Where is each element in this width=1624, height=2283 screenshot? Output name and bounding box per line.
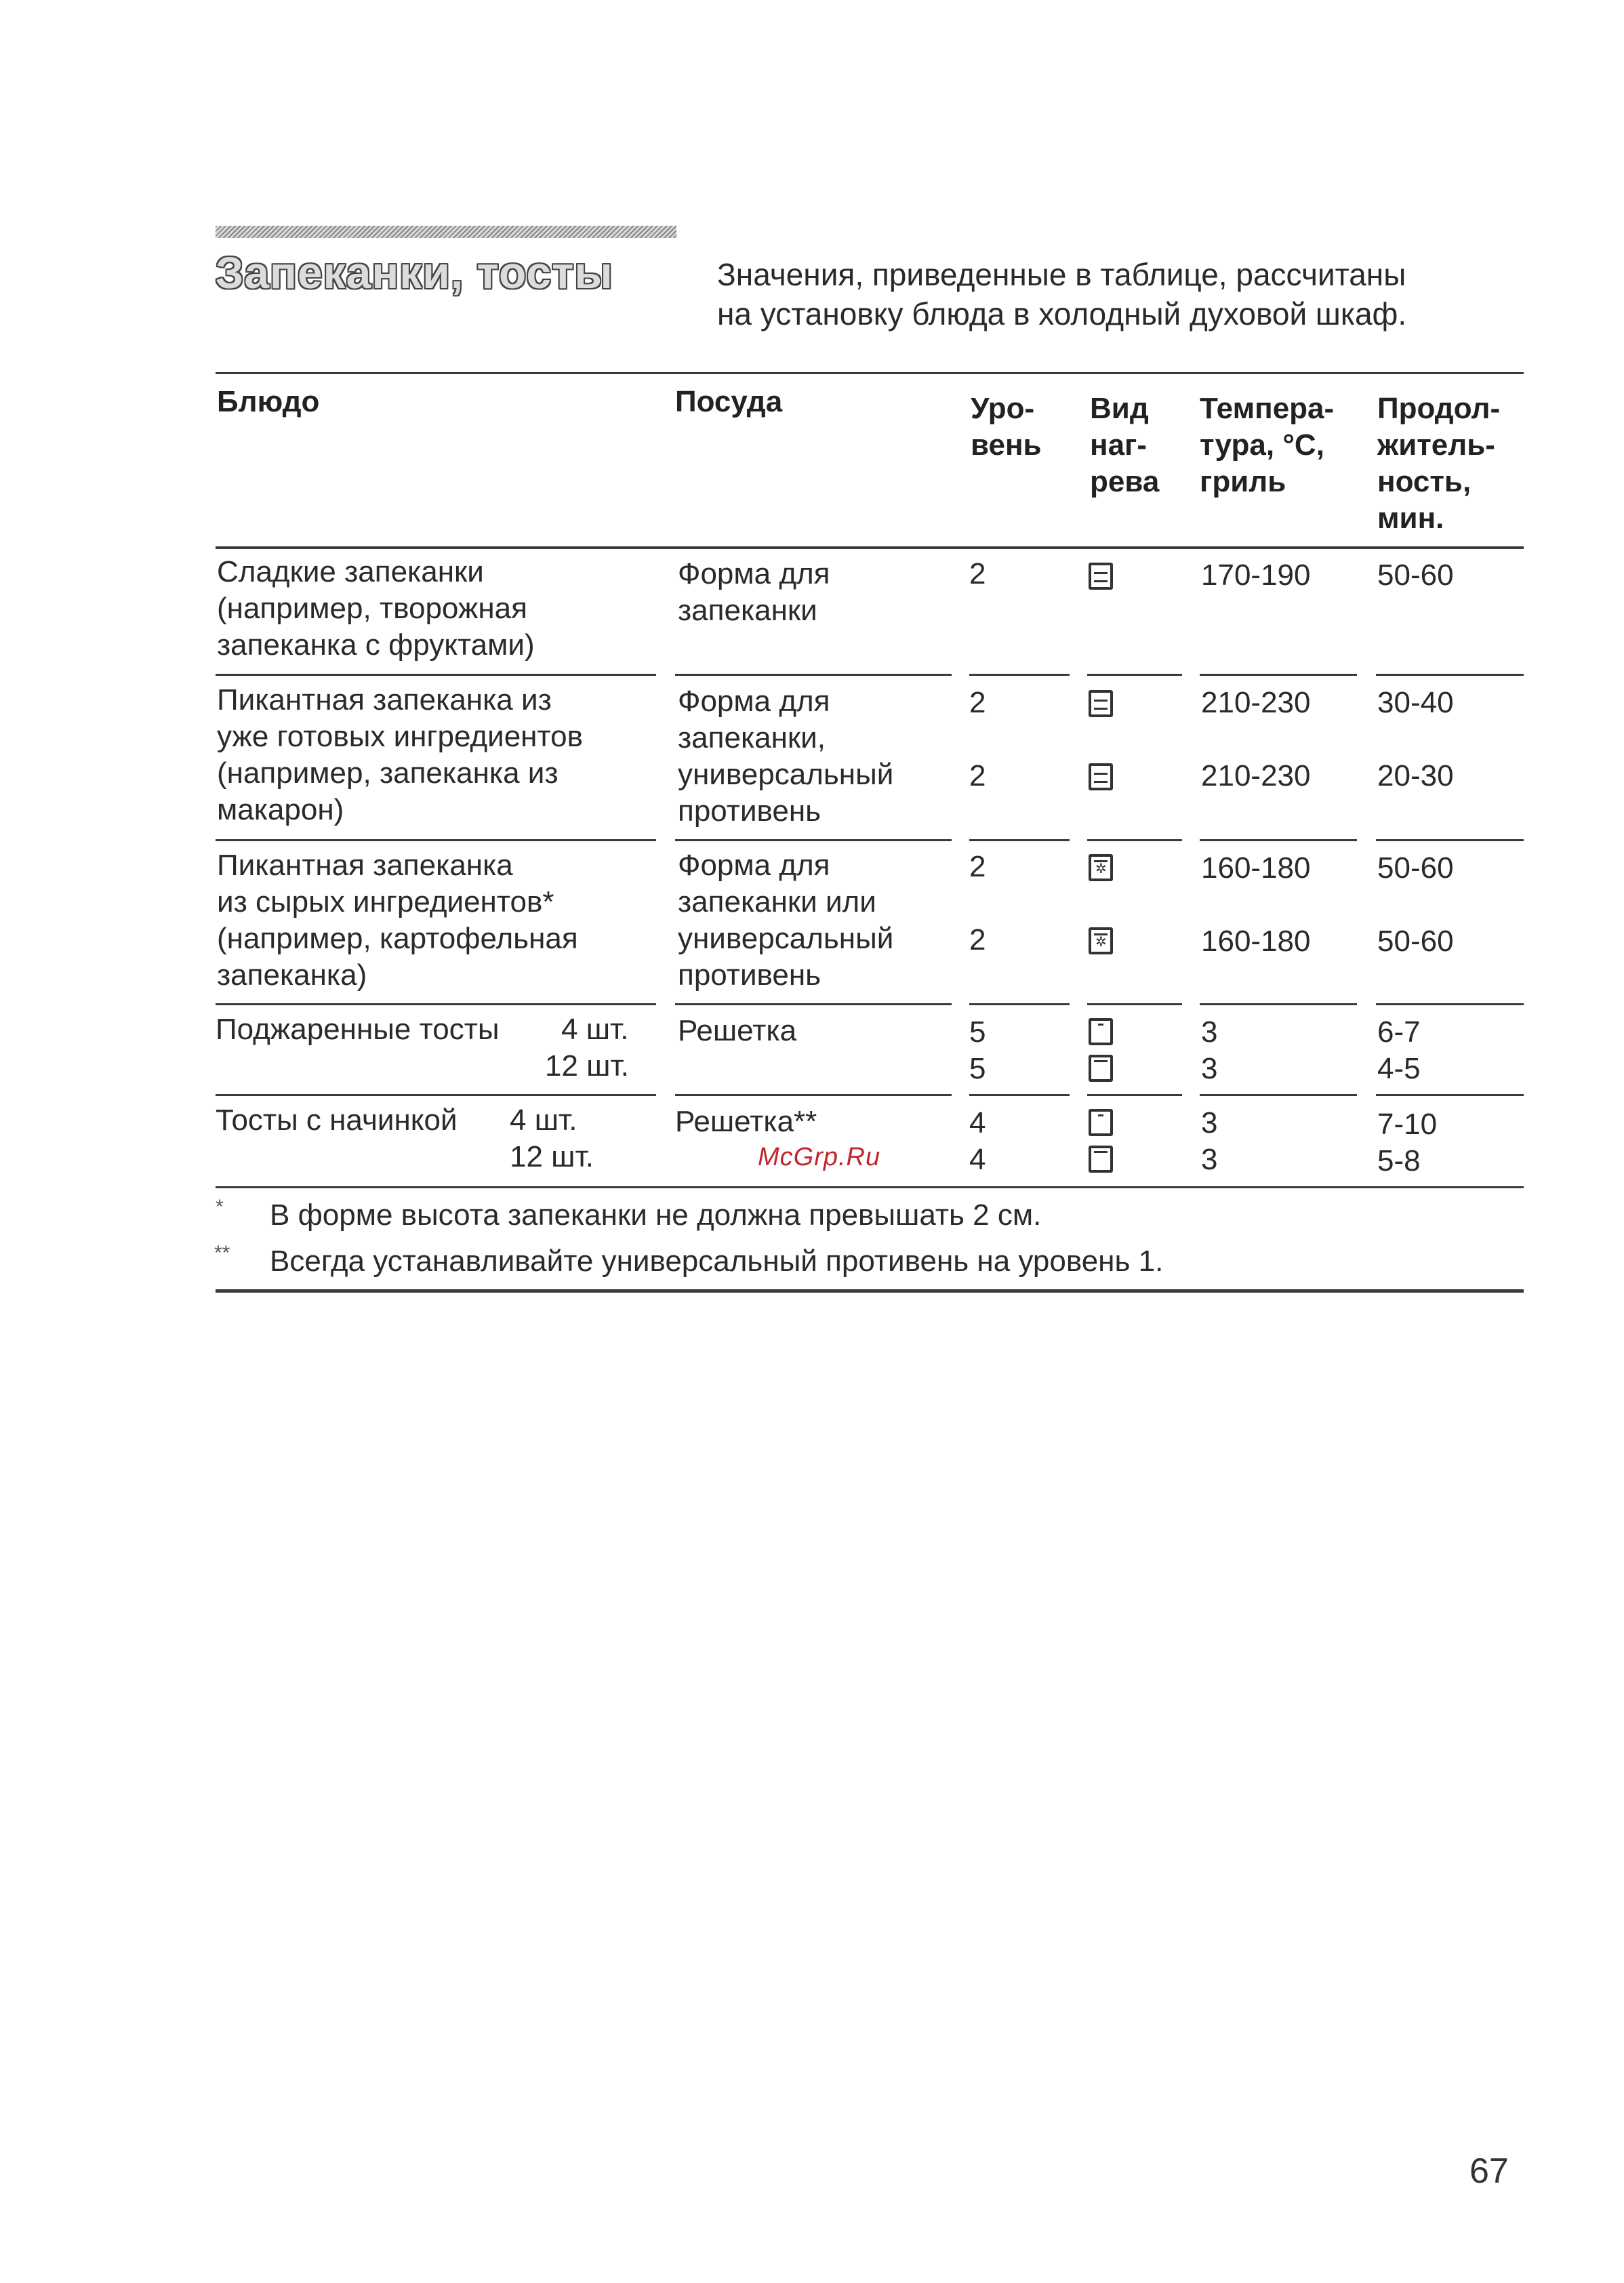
footnote-1-mark: *: [216, 1196, 224, 1218]
small-grill-icon: [1089, 1018, 1113, 1045]
table-row-4-time-a: 6-7: [1377, 1015, 1421, 1049]
section-title: Запеканки, тосты: [216, 247, 613, 298]
table-row-3-dish: Пикантная запеканка из сырых ингредиентов* (например, картофельная запеканка): [217, 849, 578, 992]
footnote-2-mark: **: [214, 1242, 230, 1264]
header-temp: Темпера- тура, °С, гриль: [1200, 392, 1335, 498]
table-row-1-temp: 170-190: [1201, 559, 1311, 592]
row-4-rule: [216, 1094, 656, 1096]
table-row-1-level: 2: [969, 557, 986, 590]
table-row-1-dish: Сладкие запеканки (например, творожная запеканка с фруктами): [217, 555, 535, 662]
table-row-3-level-a: 2: [969, 850, 986, 883]
table-row-5-level-b: 4: [969, 1143, 986, 1176]
table-top-rule: [216, 372, 1524, 374]
table-row-4-qty-b: 12 шт.: [545, 1049, 629, 1083]
table-row-4-level-b: 5: [969, 1052, 986, 1085]
table-row-5-dish: Тосты с начинкой: [216, 1104, 458, 1137]
top-bottom-heat-icon: [1089, 763, 1113, 790]
table-row-3-temp-a: 160-180: [1201, 851, 1311, 885]
header-heat: Вид наг- рева: [1090, 392, 1160, 498]
small-grill-icon: [1089, 1109, 1113, 1136]
table-row-4-time-b: 4-5: [1377, 1052, 1421, 1085]
table-row-4-dish: Поджаренные тосты: [216, 1013, 500, 1046]
footnotes-bottom-rule: [216, 1289, 1524, 1293]
table-row-4-ware: Решетка: [678, 1014, 797, 1047]
row-1-rule: [216, 674, 656, 676]
table-row-5-qty-b: 12 шт.: [510, 1140, 594, 1173]
table-row-2-level-a: 2: [969, 686, 986, 719]
table-row-5-level-a: 4: [969, 1106, 986, 1139]
hot-air-grill-icon: ✲: [1089, 854, 1113, 881]
header-time: Продол- житель- ность, мин.: [1377, 392, 1501, 535]
table-row-2-temp-a: 210-230: [1201, 686, 1311, 719]
row-2-rule: [216, 839, 656, 841]
table-bottom-rule: [216, 1186, 1524, 1188]
table-row-3-temp-b: 160-180: [1201, 925, 1311, 958]
large-grill-icon: [1089, 1146, 1113, 1173]
table-row-5-ware: Решетка**: [675, 1105, 817, 1138]
table-row-4-qty-a: 4 шт.: [561, 1013, 629, 1046]
header-ware: Посуда: [675, 385, 783, 418]
top-bottom-heat-icon: [1089, 563, 1113, 590]
table-row-4-temp-b: 3: [1201, 1052, 1218, 1085]
table-row-1-ware: Форма для запеканки: [678, 557, 830, 627]
table-row-2-ware: Форма для запеканки, универсальный противень: [678, 685, 894, 828]
large-grill-icon: [1089, 1055, 1113, 1082]
table-row-5-time-b: 5-8: [1377, 1144, 1421, 1177]
table-row-3-time-a: 50-60: [1377, 851, 1454, 885]
table-row-2-time-a: 30-40: [1377, 686, 1454, 719]
table-row-2-dish: Пикантная запеканка из уже готовых ингредиентов (например, запеканка из макарон): [217, 683, 583, 826]
section-title-bar: [216, 226, 676, 238]
page-number: 67: [1469, 2151, 1509, 2191]
header-level: Уро- вень: [971, 392, 1042, 462]
header-dish: Блюдо: [217, 385, 320, 418]
table-row-4-temp-a: 3: [1201, 1015, 1218, 1049]
top-bottom-heat-icon: [1089, 690, 1113, 717]
table-row-2-time-b: 20-30: [1377, 759, 1454, 792]
hot-air-grill-icon: ✲: [1089, 927, 1113, 954]
table-row-2-temp-b: 210-230: [1201, 759, 1311, 792]
table-row-5-temp-b: 3: [1201, 1143, 1218, 1176]
table-row-3-level-b: 2: [969, 923, 986, 956]
table-row-5-time-a: 7-10: [1377, 1108, 1438, 1141]
table-row-4-level-a: 5: [969, 1015, 986, 1049]
table-row-5-qty-a: 4 шт.: [510, 1104, 577, 1137]
table-row-1-time: 50-60: [1377, 559, 1454, 592]
row-3-rule: [216, 1003, 656, 1005]
table-row-3-ware: Форма для запеканки или универсальный противень: [678, 849, 894, 992]
section-intro: Значения, приведенные в таблице, рассчитаны на установку блюда в холодный духовой шкаф.: [717, 257, 1407, 331]
table-row-5-temp-a: 3: [1201, 1106, 1218, 1139]
table-row-2-level-b: 2: [969, 759, 986, 792]
header-bottom-rule: [216, 546, 1524, 549]
table-row-3-time-b: 50-60: [1377, 925, 1454, 958]
watermark: McGrp.Ru: [758, 1143, 881, 1171]
footnote-2-text: Всегда устанавливайте универсальный противень на уровень 1.: [270, 1245, 1164, 1278]
footnote-1-text: В форме высота запеканки не должна превышать 2 см.: [270, 1198, 1042, 1232]
